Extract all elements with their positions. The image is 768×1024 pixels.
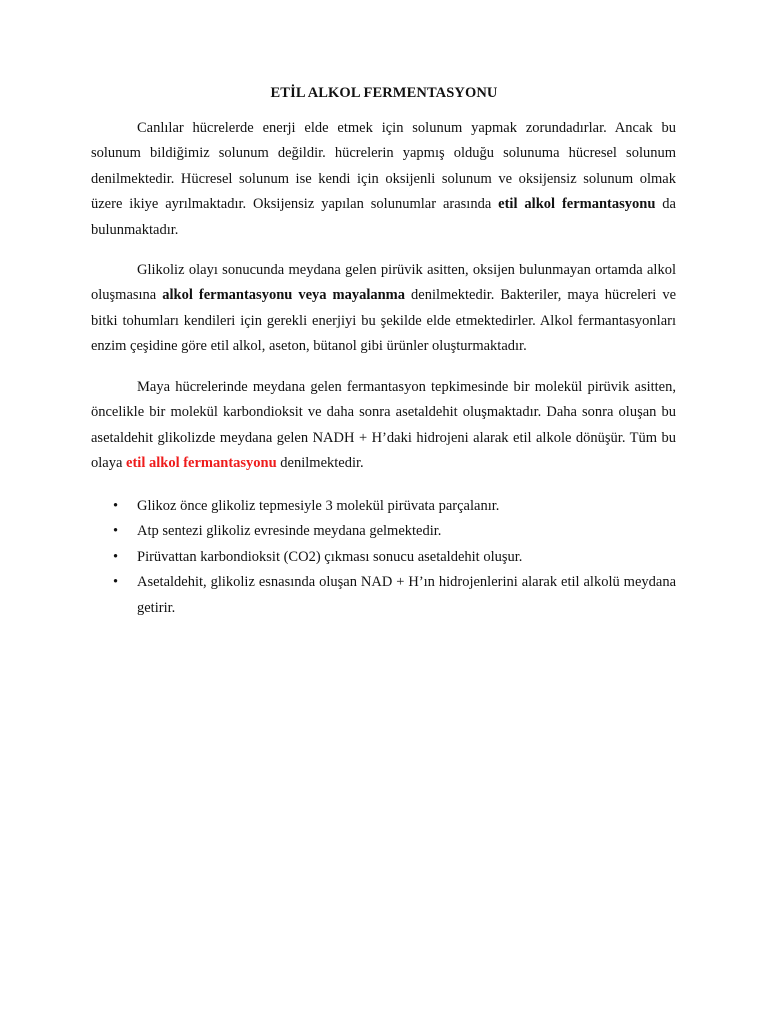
paragraph-2-text-a: Glikoliz olayı sonucunda meydana gelen pirüvik asitten, oksijen bulunmayan ortamda alkol oluşmasına [91,262,676,304]
bullet-dot: • [113,498,119,514]
paragraph-1 [91,116,676,243]
bullet-dot: • [113,523,119,540]
list-item [91,494,676,519]
list-item-text: Pirüvattan karbondioksit (CO2) çıkması sonucu asetaldehit oluşur. [137,548,523,565]
document-title: ETİL ALKOL FERMENTASYONU [270,85,498,101]
paragraph-1-text-a: Canlılar hücrelerde enerji elde etmek için solunum yapmak zorundadırlar. Ancak bu solunum bildiğimiz solunum değildir. hücrelerin yapmış olduğu solunuma hücresel solunum denilmektedir. Hücresel solunum ise kendi için oksijenli solunum ve oksijensiz solunum olmak üzere ikiye ayrılmaktadır. Oksijensiz yapılan solunumlar arasında [91,120,676,213]
bullet-list [91,494,676,621]
list-item-text: Atp sentezi glikoliz evresinde meydana gelmektedir. [137,523,442,540]
bullet-dot: • [113,574,119,591]
list-item [91,519,676,544]
paragraph-2-text-b: denilmektedir. Bakteriler, maya hücreleri ve bitki tohumları kendileri için gerekli enerjiyi bu şekilde elde etmektedirler. Alkol fermantasyonları enzim çeşidine göre etil alkol, aseton, bütanol gibi ürünler oluşturmaktadır. [91,287,677,355]
paragraph-2-bold-term: alkol fermantasyonu veya mayalanma [162,287,406,304]
paragraph-3-text-a: Maya hücrelerinde meydana gelen fermantasyon tepkimesinde bir molekül pirüvik asitten, öncelikle bir molekül karbondioksit ve daha sonra asetaldehit oluşmaktadır. Daha sonra oluşan bu asetaldehit glikolizde meydana gelen NADH + H’daki hidrojeni alarak etil alkole dönüşür. Tüm bu olaya [91,379,676,472]
bullet-dot: • [113,548,119,565]
paragraph-1-text-b: da bulunmaktadır. [91,196,676,238]
list-item-text: Asetaldehit, glikoliz esnasında oluşan NAD + H’ın hidrojenlerini alarak etil alkolü meydana getirir. [137,574,676,616]
paragraph-1-bold-term: etil alkol fermantasyonu [498,196,656,213]
list-item [91,545,676,570]
paragraph-3-text-b: denilmektedir. [276,455,364,472]
list-item [91,570,676,621]
paragraph-3-highlighted-term: etil alkol fermantasyonu [126,455,277,472]
paragraph-3 [91,375,676,477]
list-item-text: Glikoz önce glikoliz tepmesiyle 3 molekül pirüvata parçalanır. [137,498,500,514]
paragraph-2 [91,258,676,360]
